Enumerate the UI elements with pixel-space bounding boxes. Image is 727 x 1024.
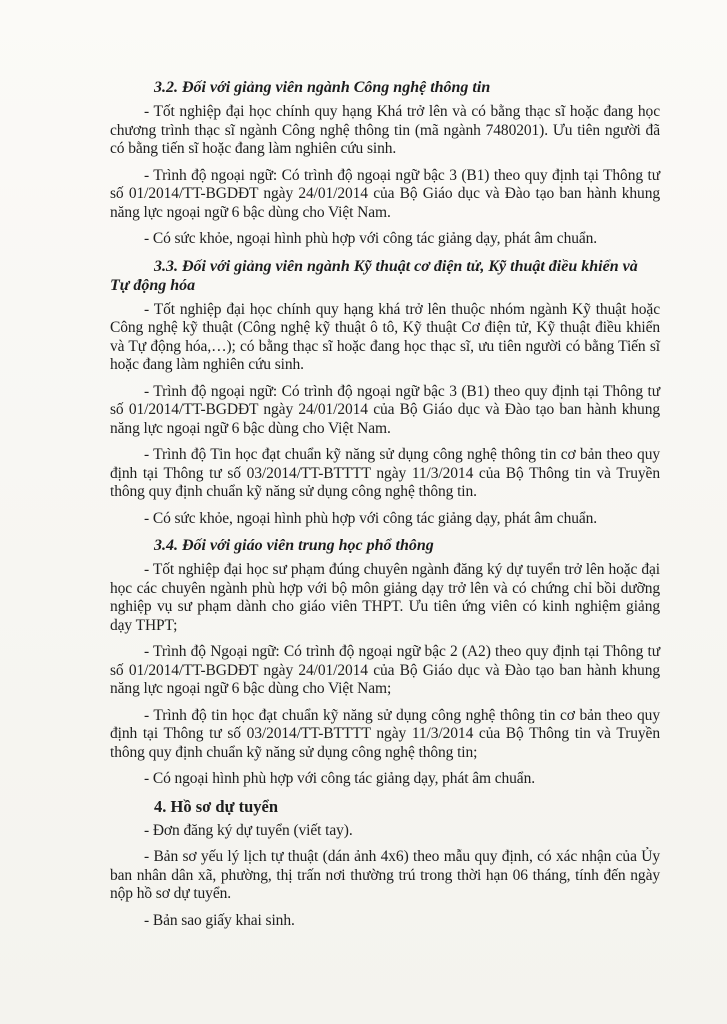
paragraph: - Có sức khỏe, ngoại hình phù hợp với công tác giảng dạy, phát âm chuẩn. [144, 509, 598, 527]
section-heading-3-3: 3.3. Đối với giảng viên ngành Kỹ thuật cơ điện tử, Kỹ thuật điều khiển và Tự động hóa [110, 257, 638, 294]
paragraph: - Trình độ Tin học đạt chuẩn kỹ năng sử dụng công nghệ thông tin cơ bản theo quy định tại Thông tư số 03/2014/TT-BTTTT ngày 11/3/2014 của Bộ Thông tin và Truyền thông quy định chuẩn kỹ năng sử dụng công nghệ thông tin. [110, 446, 660, 500]
paragraph: - Bản sơ yếu lý lịch tự thuật (dán ảnh 4x6) theo mẫu quy định, có xác nhận của Ủy ban nhân dân xã, phường, thị trấn nơi thường trú trong thời hạn 06 tháng, tính đến ngày nộp hồ sơ dự tuyển. [110, 848, 660, 902]
section-heading-4: 4. Hồ sơ dự tuyển [154, 796, 279, 816]
paragraph: - Đơn đăng ký dự tuyển (viết tay). [144, 821, 353, 839]
paragraph: - Có ngoại hình phù hợp với công tác giảng dạy, phát âm chuẩn. [144, 770, 536, 787]
paragraph: - Bản sao giấy khai sinh. [144, 911, 295, 929]
paragraph: - Trình độ ngoại ngữ: Có trình độ ngoại ngữ bậc 3 (B1) theo quy định tại Thông tư số 01/2014/TT-BGDĐT ngày 24/01/2014 của Bộ Giáo dục và Đào tạo ban hành khung năng lực ngoại ngữ 6 bậc dùng cho Việt Nam. [110, 382, 660, 437]
paragraph: - Tốt nghiệp đại học chính quy hạng khá trở lên thuộc nhóm ngành Kỹ thuật hoặc Công nghệ kỹ thuật (Công nghệ kỹ thuật ô tô, Kỹ thuật Cơ điện tử, Kỹ thuật điều khiển và Tự động hóa,…); có bằng thạc sĩ hoặc đang học thạc sĩ, ưu tiên người có bằng Tiến sĩ hoặc đang làm nghiên cứu sinh. [110, 300, 660, 373]
paragraph: - Trình độ ngoại ngữ: Có trình độ ngoại ngữ bậc 3 (B1) theo quy định tại Thông tư số 01/2014/TT-BGDĐT ngày 24/01/2014 của Bộ Giáo dục và Đào tạo ban hành khung năng lực ngoại ngữ 6 bậc dùng cho Việt Nam. [110, 166, 660, 221]
document-body [110, 78, 660, 938]
paragraph: - Trình độ Ngoại ngữ: Có trình độ ngoại ngữ bậc 2 (A2) theo quy định tại Thông tư số 01/2014/TT-BGDĐT ngày 24/01/2014 của Bộ Giáo dục và Đào tạo ban hành khung năng lực ngoại ngữ 6 bậc dùng cho Việt Nam; [110, 643, 660, 697]
paragraph: - Trình độ tin học đạt chuẩn kỹ năng sử dụng công nghệ thông tin cơ bản theo quy định tại Thông tư số 03/2014/TT-BTTTT ngày 11/3/2014 của Bộ Thông tin và Truyền thông quy định chuẩn kỹ năng sử dụng công nghệ thông tin; [110, 706, 660, 761]
paragraph: - Tốt nghiệp đại học chính quy hạng Khá trở lên và có bằng thạc sĩ hoặc đang học chương trình thạc sĩ ngành Công nghệ thông tin (mã ngành 7480201). Ưu tiên người đã có bằng tiến sĩ hoặc đang làm nghiên cứu sinh. [110, 103, 660, 157]
section-heading-3-4: 3.4. Đối với giáo viên trung học phổ thông [154, 537, 434, 554]
section-heading-3-2: 3.2. Đối với giảng viên ngành Công nghệ thông tin [154, 79, 491, 96]
paragraph: - Tốt nghiệp đại học sư phạm đúng chuyên ngành đăng ký dự tuyển trở lên hoặc đại học các chuyên ngành phù hợp với bộ môn giảng dạy trở lên và có chứng chỉ bồi dưỡng nghiệp vụ sư phạm dành cho giáo viên THPT. Ưu tiên ứng viên có kinh nghiệm giảng dạy THPT; [110, 561, 660, 634]
paragraph: - Có sức khỏe, ngoại hình phù hợp với công tác giảng dạy, phát âm chuẩn. [144, 230, 598, 247]
